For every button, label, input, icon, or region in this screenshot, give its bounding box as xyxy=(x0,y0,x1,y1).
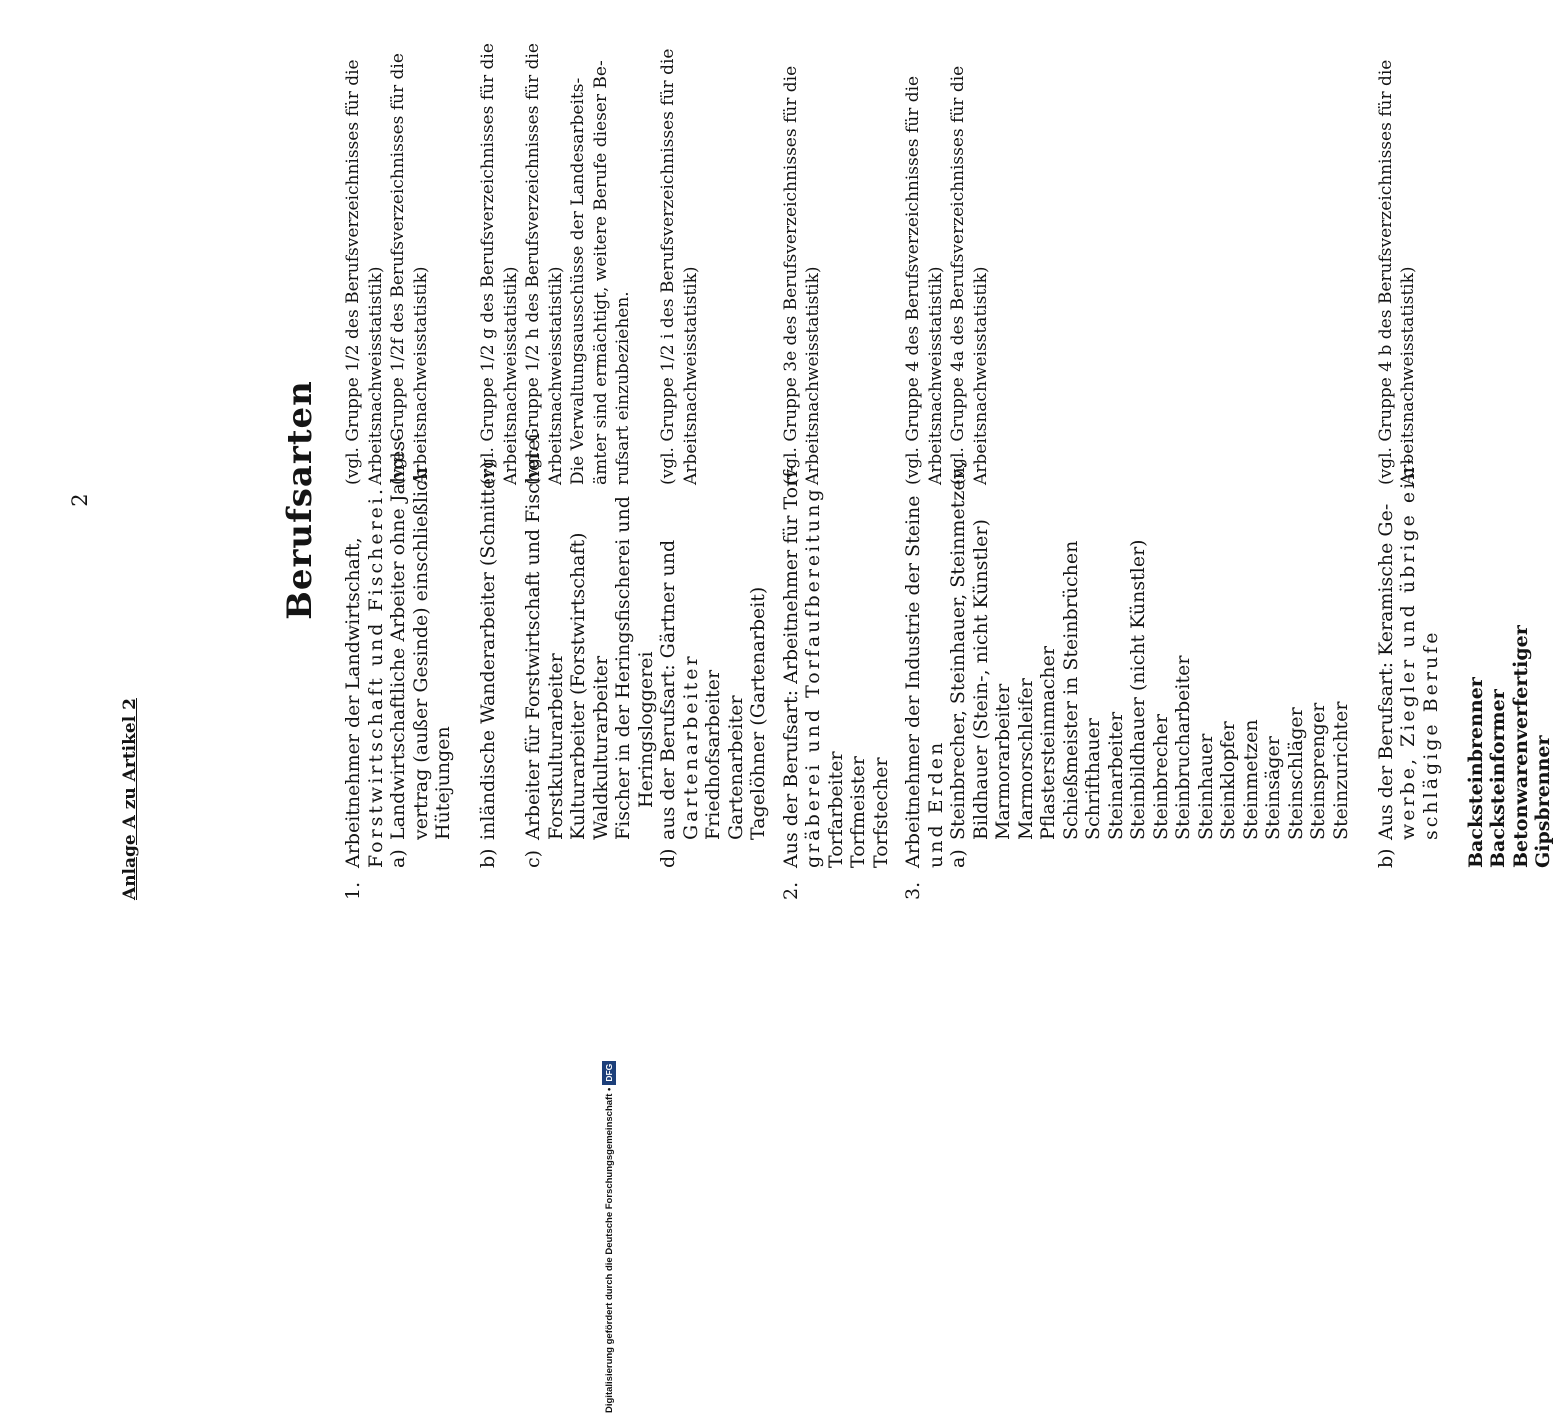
document-row xyxy=(680,60,703,900)
dfg-funding-text: Digitalisierung gefördert durch die Deutsche Forschungsgemeinschaft • xyxy=(604,1087,615,1413)
document-row xyxy=(635,60,658,900)
document-row xyxy=(567,60,590,900)
document-row xyxy=(1217,60,1240,900)
occupation-text: Aus der Berufsart: Keramische Ge- xyxy=(1374,503,1397,840)
document-row xyxy=(545,60,568,900)
group-reference: (vgl. Gruppe 4 des Berufsverzeichnisses für die xyxy=(903,75,923,485)
occupation-text: inländische Wanderarbeiter (Schnitter) xyxy=(477,461,499,840)
group-reference xyxy=(1330,60,1353,485)
occupation-text: Marmorarbeiter xyxy=(992,683,1014,840)
occupation-text: Fischer in der Heringsfischerei und xyxy=(612,496,634,840)
occupation-text: Steinzurichter xyxy=(1329,701,1352,840)
group-reference xyxy=(1195,60,1218,485)
section-number: 2. xyxy=(779,881,802,900)
group-reference xyxy=(1532,60,1555,485)
occupation-text: Heringsloggerei xyxy=(634,651,657,808)
group-reference xyxy=(1442,60,1465,485)
document-row xyxy=(1510,60,1533,900)
occupation-text: Steinschläger xyxy=(1284,707,1307,840)
document-row xyxy=(387,53,410,900)
document-row xyxy=(477,43,500,900)
occupation-text: Backsteinformer xyxy=(1487,689,1509,868)
group-reference: Arbeitsnachweisstatistik) xyxy=(500,266,521,485)
occupation-text: Forstwirtschaft und Fischerei. xyxy=(364,485,387,868)
dfg-logo: DFG xyxy=(602,1061,616,1085)
occupation-text: Gartenarbeiter xyxy=(679,653,702,840)
document-row xyxy=(1127,60,1150,900)
item-letter: a) xyxy=(947,849,969,868)
item-letter: d) xyxy=(657,848,679,868)
occupation-text: Torfmeister xyxy=(847,756,869,868)
document-row xyxy=(1105,60,1128,900)
group-reference: (vgl. Gruppe 1/2f des Berufsverzeichnisses für die xyxy=(388,53,408,485)
document-row xyxy=(1487,60,1510,900)
group-reference: (vgl. Gruppe 4a des Berufsverzeichnisses für die xyxy=(948,65,968,485)
document-row xyxy=(870,60,893,900)
occupation-text: Aus der Berufsart: Arbeitnehmer für Torf- xyxy=(779,465,802,868)
document-row xyxy=(1352,60,1375,900)
document-row xyxy=(925,60,948,900)
group-reference: Arbeitsnachweisstatistik) xyxy=(1398,266,1418,485)
occupation-text: Forstkulturarbeiter xyxy=(544,653,567,840)
document-row xyxy=(432,60,455,900)
group-reference xyxy=(1510,60,1533,485)
document-row xyxy=(780,60,803,900)
occupation-text: Gartenarbeiter xyxy=(724,695,747,840)
occupation-text: Friedhofsarbeiter xyxy=(702,669,724,840)
occupation-text xyxy=(500,834,522,840)
occupation-text: Pflastersteinmacher xyxy=(1037,646,1059,840)
occupation-text: Arbeitnehmer der Industrie der Steine xyxy=(902,495,924,868)
document-row xyxy=(1375,60,1398,900)
group-reference: Arbeitsnachweisstatistik) xyxy=(545,266,566,485)
occupation-text: Steinhauer xyxy=(1194,733,1217,840)
document-row xyxy=(947,60,970,900)
group-reference: ämter sind ermächtigt, weitere Berufe dieser Be- xyxy=(590,60,611,485)
occupation-text: Backsteinbrenner xyxy=(1464,677,1487,868)
occupation-text: Arbeiter für Forstwirtschaft und Fischerei xyxy=(522,433,544,840)
occupation-text: Schießmeister in Steinbrüchen xyxy=(1059,540,1082,840)
occupation-text: Steinklopfer xyxy=(1217,721,1239,840)
document-row xyxy=(847,60,870,900)
document-row xyxy=(1307,60,1330,900)
document-row xyxy=(1420,60,1443,900)
document-row xyxy=(410,60,433,900)
occupation-text: Landwirtschaftliche Arbeiter ohne Jahres- xyxy=(387,434,409,840)
document-row xyxy=(500,60,523,900)
group-reference xyxy=(847,60,870,485)
occupation-text: Steinbildhauer (nicht Künstler) xyxy=(1127,539,1149,840)
group-reference xyxy=(1262,60,1285,485)
occupation-text: Steinsprenger xyxy=(1307,702,1329,840)
group-reference xyxy=(1037,60,1060,485)
document-row xyxy=(1330,60,1353,900)
group-reference xyxy=(455,60,478,485)
document-row xyxy=(365,60,388,900)
document-row xyxy=(1240,60,1263,900)
group-reference: Arbeitsnachweisstatistik) xyxy=(410,266,431,485)
item-letter: c) xyxy=(522,849,544,868)
group-reference: rufsart einzubeziehen. xyxy=(613,291,633,485)
document-row xyxy=(747,60,770,900)
occupation-text: Steinarbeiter xyxy=(1104,711,1127,840)
group-reference xyxy=(1127,60,1150,485)
document-row xyxy=(902,60,925,900)
anlage-heading: Anlage A zu Artikel 2 xyxy=(120,698,140,900)
document-row xyxy=(522,43,545,900)
occupation-text: Hütejungen xyxy=(432,726,454,840)
occupation-text: Marmorschleifer xyxy=(1014,678,1037,840)
occupation-text: Torfstecher xyxy=(869,757,892,868)
group-reference xyxy=(432,60,455,485)
document-row xyxy=(1082,60,1105,900)
document-row xyxy=(970,60,993,900)
group-reference: Arbeitsnachweisstatistik) xyxy=(803,266,823,485)
group-reference: Arbeitsnachweisstatistik) xyxy=(680,266,701,485)
occupation-text xyxy=(455,894,477,900)
group-reference xyxy=(870,60,893,485)
document-row xyxy=(342,60,365,900)
occupation-text: Torfarbeiter xyxy=(824,751,847,868)
section-number: 3. xyxy=(902,881,924,900)
occupation-text: Gipsbrenner xyxy=(1532,735,1554,868)
group-reference xyxy=(1172,60,1195,485)
group-reference xyxy=(1307,60,1330,485)
group-reference: Arbeitsnachweisstatistik) xyxy=(365,266,386,485)
group-reference: Arbeitsnachweisstatistik) xyxy=(970,266,991,485)
occupation-text: Steinbrecher, Steinhauer, Steinmetzen, xyxy=(947,461,969,840)
occupation-text: vertrag (außer Gesinde) einschließlich xyxy=(409,468,432,840)
item-letter: b) xyxy=(477,848,499,868)
document-row xyxy=(802,60,825,900)
group-reference xyxy=(1352,60,1375,485)
group-reference xyxy=(1420,60,1443,485)
document-row xyxy=(992,60,1015,900)
section-number: 1. xyxy=(342,881,364,900)
group-reference xyxy=(1015,60,1038,485)
group-reference xyxy=(1240,60,1263,485)
occupation-text: werbe, Ziegler und übrige ein- xyxy=(1397,455,1419,840)
document-row xyxy=(1037,60,1060,900)
occupation-text xyxy=(1352,894,1374,900)
document-row xyxy=(657,48,680,900)
document-row xyxy=(590,60,613,900)
group-reference xyxy=(1150,60,1173,485)
document-row xyxy=(455,60,478,900)
occupation-text: gräberei und Torfaufbereitung xyxy=(802,486,824,868)
group-reference xyxy=(992,60,1015,485)
group-reference xyxy=(1285,60,1308,485)
group-reference: (vgl. Gruppe 1/2 des Berufsverzeichnisses für die xyxy=(343,59,363,485)
group-reference xyxy=(1217,60,1240,485)
group-reference xyxy=(747,60,770,485)
occupation-text: Betonwarenverfertiger xyxy=(1509,625,1532,868)
group-reference xyxy=(1487,60,1510,485)
document-page xyxy=(0,20,1554,980)
occupation-text: schlägige Berufe xyxy=(1419,629,1442,840)
group-reference: (vgl. Gruppe 4 b des Berufsverzeichnisses für die xyxy=(1375,59,1396,485)
group-reference xyxy=(1060,60,1083,485)
document-row xyxy=(1465,60,1488,900)
document-row xyxy=(1060,60,1083,900)
occupation-text: Schrifthauer xyxy=(1082,718,1104,840)
document-row xyxy=(1195,60,1218,900)
occupation-text: Steinbrucharbeiter xyxy=(1172,655,1194,840)
item-letter: b) xyxy=(1374,848,1397,868)
group-reference xyxy=(1105,60,1128,485)
occupation-text: Arbeitnehmer der Landwirtschaft, xyxy=(342,537,364,868)
document-row xyxy=(1150,60,1173,900)
item-letter: a) xyxy=(387,849,409,868)
group-reference xyxy=(635,60,658,485)
occupation-text: Tagelöhner (Gartenarbeit) xyxy=(747,586,769,840)
document-row xyxy=(702,60,725,900)
occupation-text: Steinbrecher xyxy=(1149,714,1172,840)
document-row xyxy=(725,60,748,900)
document-row xyxy=(612,60,635,900)
group-reference xyxy=(825,60,848,485)
document-row xyxy=(1015,60,1038,900)
document-row xyxy=(1397,60,1420,900)
group-reference xyxy=(725,60,748,485)
document-row xyxy=(1262,60,1285,900)
group-reference: Die Verwaltungsausschüsse der Landesarbeits- xyxy=(568,77,588,485)
group-reference xyxy=(1465,60,1488,485)
page-title: Berufsarten xyxy=(280,380,320,620)
occupation-text xyxy=(1442,894,1464,900)
document-row xyxy=(1172,60,1195,900)
occupation-text: und Erden xyxy=(924,739,947,868)
group-reference xyxy=(702,60,725,485)
group-reference: (vgl. Gruppe 1/2 g des Berufsverzeichnisses für die xyxy=(478,43,498,485)
document-row xyxy=(825,60,848,900)
group-reference: (vgl. Gruppe 1/2 h des Berufsverzeichnisses für die xyxy=(523,43,543,485)
document-row xyxy=(1285,60,1308,900)
occupation-text: Waldkulturarbeiter xyxy=(589,655,612,840)
group-reference: (vgl. Gruppe 3e des Berufsverzeichnisses für die xyxy=(780,65,801,485)
dfg-funding-note xyxy=(600,1033,620,1413)
group-reference: Arbeitsnachweisstatistik) xyxy=(925,266,946,485)
occupation-text: Steinsäger xyxy=(1262,736,1284,840)
occupation-text: Bildhauer (Stein-, nicht Künstler) xyxy=(969,519,992,840)
occupation-text: Steinmetzen xyxy=(1239,719,1262,840)
occupation-text: Kulturarbeiter (Forstwirtschaft) xyxy=(567,532,589,840)
occupation-text: aus der Berufsart: Gärtner und xyxy=(657,539,679,840)
group-reference xyxy=(1082,60,1105,485)
document-row xyxy=(1442,60,1465,900)
occupation-list xyxy=(332,43,1555,900)
document-row xyxy=(1532,60,1555,900)
group-reference: (vgl. Gruppe 1/2 i des Berufsverzeichnisses für die xyxy=(658,48,678,485)
page-number: 2 xyxy=(68,493,92,507)
